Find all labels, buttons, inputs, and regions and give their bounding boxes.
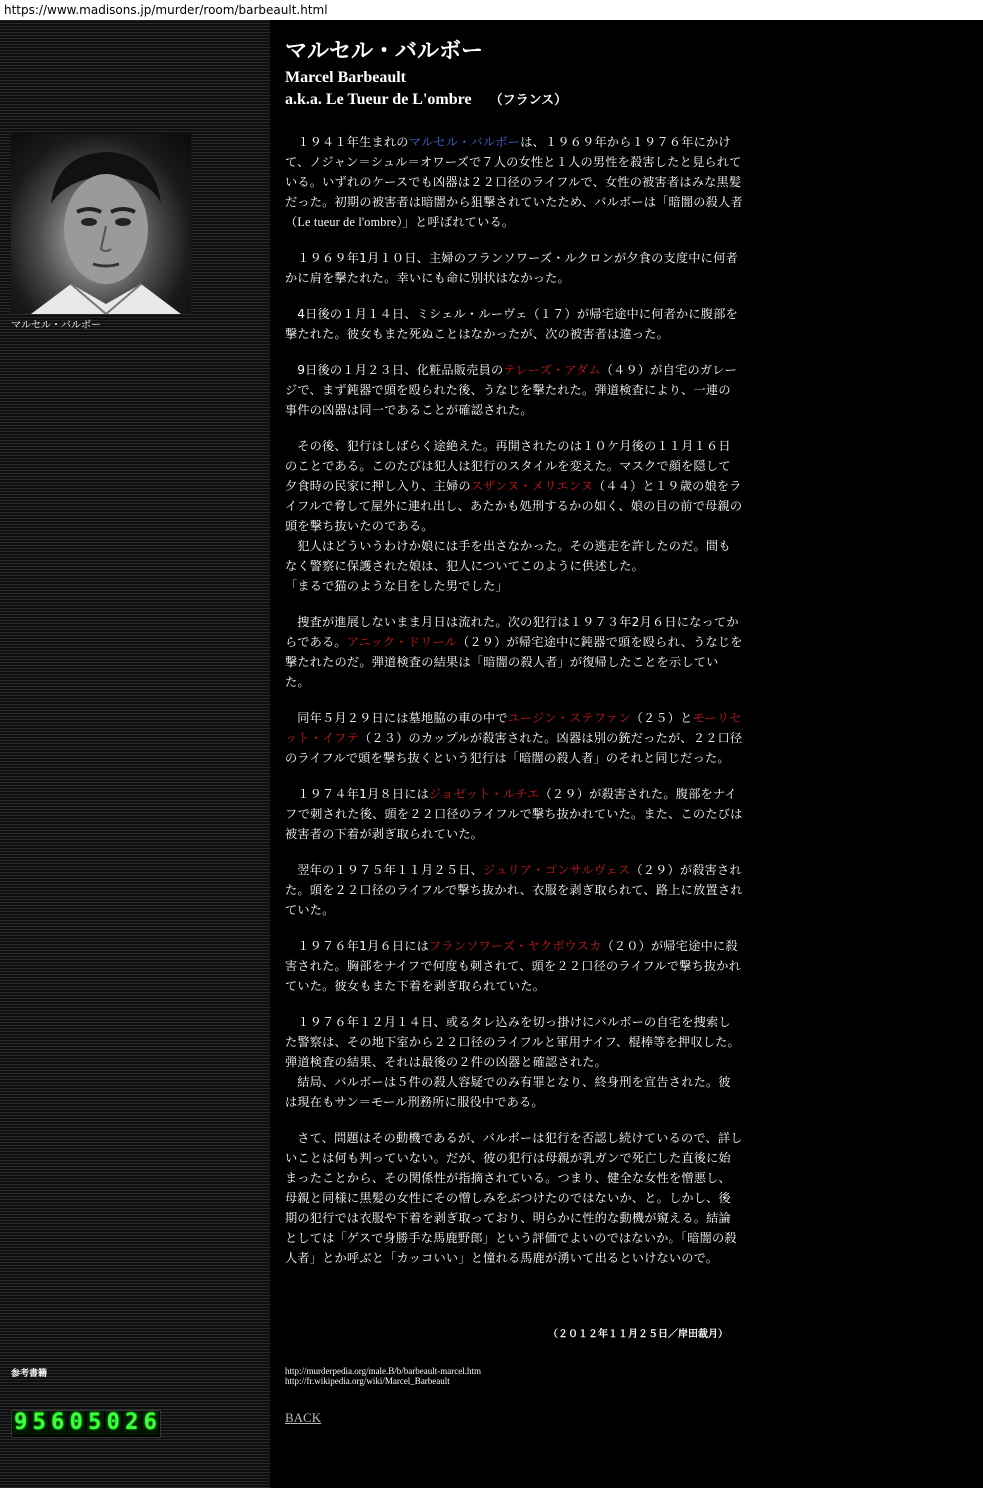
subject-name: マルセル・バルボー (408, 135, 521, 149)
text: 犯人はどういうわけか娘には手を出さなかった。その逃走を許したのだ。間もなく警察に保護された娘は、犯人についてこのように供述した。 (285, 539, 731, 573)
visitor-counter (11, 1410, 161, 1438)
text: （２０）が帰宅途中に殺害された。胸部をナイフで何度も刺されて、頭を２２口径のライフルで撃ち抜かれていた。彼女もまた下着を剥ぎ取られていた。 (285, 939, 742, 993)
counter-digit: 2 (123, 1411, 142, 1435)
text: １９７４年1月８日には (297, 787, 430, 801)
victim-name: アニック・ドリール (346, 635, 457, 649)
subtitle-block (285, 67, 567, 112)
paragraph-8 (285, 784, 743, 844)
references-label: 参考書籍 (11, 1369, 48, 1379)
paragraph-12: さて、問題はその動機であるが、バルボーは犯行を否認し続けているので、詳しいことは何も判っていない。だが、彼の犯行は母親が乳ガンで死亡した直後に始まったことから、その関係性が指摘されている。つまり、健全な女性を憎悪し、母親と同様に黒髪の女性にその憎しみをぶつけたのではないか、と。しかし、後期の犯行では衣服や下着を剥ぎ取っており、明らかに性的な動機が窺える。結論としては「ゲスで身勝手な馬鹿野郎」という評価でよいのではないか。「暗闇の殺人者」とか呼ぶと「カッコいい」と憧れる馬鹿が湧いて出るといけないので。 (285, 1131, 743, 1265)
paragraph-10 (285, 936, 743, 996)
text: ）」と呼ばれている。 (396, 215, 515, 229)
sidebar (0, 20, 270, 1488)
counter-digit: 0 (68, 1411, 87, 1435)
counter-digit: 5 (31, 1411, 50, 1435)
text: （２３）のカップルが殺害された。凶器は別の銃だったが、２２口径のライフルで頭を撃ち抜くという犯行は「暗闇の殺人者」のそれと同じだった。 (285, 731, 743, 765)
alias-text: a.k.a. Le Tueur de L'ombre (285, 91, 472, 108)
text: １９４１年生まれの (297, 135, 409, 149)
text: 同年５月２９日には墓地脇の車の中で (297, 711, 508, 725)
text: （４４）と１９歳の娘をライフルで脅して屋外に連れ出し、あたかも処刑するかの如く、娘の目の前で母親の頭を撃ち抜いたのである。 (285, 479, 743, 533)
paragraph-4 (285, 360, 743, 420)
address-bar[interactable]: https://www.madisons.jp/murder/room/barbeault.html (0, 0, 983, 20)
text: は、１９６９年から１９７６年にかけて、ノジャン＝シュル＝オワーズで７人の女性と１人の男性を殺害したと見られている。いずれのケースでも凶器は２２口径のライフルで、女性の被害者はみな黒髪だった。初期の被害者は暗闇から狙撃されていたため、バルボーは「暗闇の殺人者（ (285, 135, 743, 229)
text: （２５）と (630, 711, 693, 725)
victim-name: フランソワーズ・ヤクボウスカ (429, 939, 602, 953)
paragraph-6 (285, 612, 743, 692)
photo-caption: マルセル・バルボー (11, 320, 101, 331)
counter-digit: 9 (12, 1411, 31, 1435)
reference-link-murderpedia[interactable]: http://murderpedia.org/male.B/b/barbeault-marcel.htm (285, 1366, 482, 1376)
text: （２９）が殺害された。頭を２２口径のライフルで撃ち抜かれ、衣服を剥ぎ取られて、路上に放置されていた。 (285, 863, 743, 917)
text: 捜査が進展しないまま月日は流れた。次の犯行は１９７３年2月６日になってからである。 (285, 615, 739, 649)
alias-line (285, 89, 567, 112)
french-nickname: Le tueur de l'ombre (297, 215, 397, 229)
paragraph-11 (285, 1012, 743, 1112)
counter-digit: 0 (105, 1411, 124, 1435)
country-label: （フランス） (489, 93, 568, 108)
counter-digit: 6 (142, 1411, 161, 1435)
counter-digit: 5 (86, 1411, 105, 1435)
text: （４９）が自宅のガレージで、まず鈍器で頭を殴られた後、うなじを撃たれた。弾道検査により、一連の事件の凶器は同一であることが確認された。 (285, 363, 738, 417)
article-body (285, 132, 743, 1284)
text: １９７６年1月６日には (297, 939, 430, 953)
reference-link-wikipedia[interactable]: http://fr.wikipedia.org/wiki/Marcel_Barbeault (285, 1376, 450, 1386)
counter-digit: 6 (49, 1411, 68, 1435)
victim-name: ジュリア・ゴンサルヴェス (483, 863, 631, 877)
paragraph-1 (285, 132, 743, 232)
page-title: マルセル・バルボー (285, 39, 484, 64)
text: その後、犯行はしばらく途絶えた。再開されたのは１０ケ月後の１１月１６日のことである。このたびは犯人は犯行のスタイルを変えた。マスクで顔を隠して夕食時の民家に押し入り、主婦の (285, 439, 731, 493)
paragraph-2: １９６９年1月１０日、主婦のフランソワーズ・ルクロンが夕食の支度中に何者かに肩を撃たれた。幸いにも命に別状はなかった。 (285, 251, 738, 285)
paragraph-3: 4日後の１月１４日、ミシェル・ルーヴェ（１７）が帰宅途中に何者かに腹部を撃たれた。彼女もまた死ぬことはなかったが、次の被害者は違った。 (285, 307, 738, 341)
portrait-silhouette (11, 134, 191, 314)
text: 翌年の１９７５年１１月２５日、 (297, 863, 483, 877)
text: 結局、バルボーは５件の殺人容疑でのみ有罪となり、終身刑を宣告された。彼は現在もサン＝モール刑務所に服役中である。 (285, 1075, 731, 1109)
text: （２９）が殺害された。腹部をナイフで刺された後、頭を２２口径のライフルで撃ち抜かれていた。また、このたびは被害者の下着が剥ぎ取られていた。 (285, 787, 743, 841)
paragraph-5 (285, 436, 743, 596)
english-name: Marcel Barbeault (285, 69, 407, 86)
author-signature: （２０１２年１１月２５日／岸田裁月） (548, 1329, 728, 1340)
back-link[interactable]: BACK (285, 1410, 322, 1425)
victim-name: モーリセット・イフテ (285, 711, 742, 745)
victim-name: ユージン・ステファン (507, 711, 631, 725)
paragraph-7 (285, 708, 743, 768)
victim-name: テレーズ・アダム (503, 363, 601, 377)
text: 9日後の１月２３日、化粧品販売員の (297, 363, 504, 377)
victim-name: スザンヌ・メリエンヌ (470, 479, 593, 493)
portrait-photo (11, 134, 191, 314)
paragraph-9 (285, 860, 743, 920)
reference-links (285, 1366, 481, 1386)
text: （２９）が帰宅途中に鈍器で頭を殴られ、うなじを撃たれたのだ。弾道検査の結果は「暗闇の殺人者」が復帰したことを示していた。 (285, 635, 743, 689)
text: １９７６年１２月１４日、或るタレ込みを切っ掛けにバルボーの自宅を捜索した警察は、その地下室から２２口径のライフルと軍用ナイフ、棍棒等を押収した。弾道検査の結果、それは最後の２件の凶器と確認された。 (285, 1015, 740, 1069)
victim-name: ジョゼット・ルチエ (429, 787, 540, 801)
quote: 「まるで猫のような目をした男でした」 (285, 579, 508, 593)
